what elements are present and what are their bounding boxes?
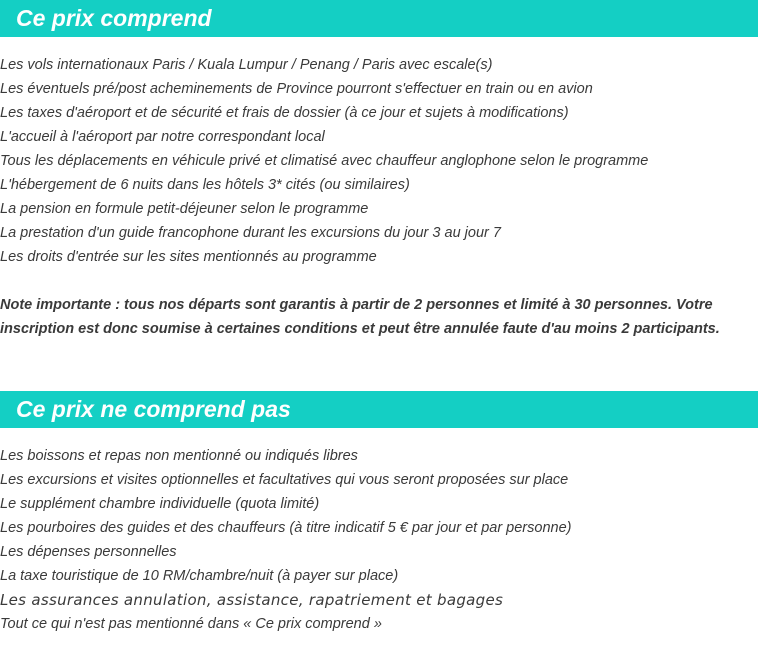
list-item: Les pourboires des guides et des chauffeurs (à titre indicatif 5 € par jour et par personne) — [0, 520, 572, 536]
list-item: Tous les déplacements en véhicule privé et climatisé avec chauffeur anglophone selon le programme — [0, 153, 649, 169]
list-item: La taxe touristique de 10 RM/chambre/nuit (à payer sur place) — [0, 568, 399, 584]
list-item: Les assurances annulation, assistance, rapatriement et bagages — [0, 591, 504, 609]
list-item: Les boissons et repas non mentionné ou indiqués libres — [0, 448, 358, 464]
list-item: Les taxes d'aéroport et de sécurité et frais de dossier (à ce jour et sujets à modifications) — [0, 105, 569, 121]
included-section-title: Ce prix comprend — [0, 0, 758, 37]
list-item: L'accueil à l'aéroport par notre correspondant local — [0, 129, 325, 145]
list-item: Les vols internationaux Paris / Kuala Lumpur / Penang / Paris avec escale(s) — [0, 57, 493, 73]
list-item: Les éventuels pré/post acheminements de Province pourront s'effectuer en train ou en avion — [0, 81, 593, 97]
list-item: Les excursions et visites optionnelles et facultatives qui vous seront proposées sur place — [0, 472, 569, 488]
list-item: La pension en formule petit-déjeuner selon le programme — [0, 201, 369, 217]
list-item: La prestation d'un guide francophone durant les excursions du jour 3 au jour 7 — [0, 225, 501, 241]
list-item: L'hébergement de 6 nuits dans les hôtels 3* cités (ou similaires) — [0, 177, 410, 193]
list-item: Les dépenses personnelles — [0, 544, 177, 560]
list-item: Les droits d'entrée sur les sites mentionnés au programme — [0, 249, 377, 265]
included-list — [0, 53, 758, 269]
excluded-list — [0, 444, 758, 636]
important-note: Note importante : tous nos départs sont garantis à partir de 2 personnes et limité à 30 personnes. Votre inscription est donc soumise à certaines conditions et peut être annulée faute d'au moins 2 participants. — [0, 297, 720, 337]
list-item: Tout ce qui n'est pas mentionné dans « Ce prix comprend » — [0, 616, 382, 632]
list-item: Le supplément chambre individuelle (quota limité) — [0, 496, 320, 512]
excluded-section-title: Ce prix ne comprend pas — [0, 391, 758, 428]
